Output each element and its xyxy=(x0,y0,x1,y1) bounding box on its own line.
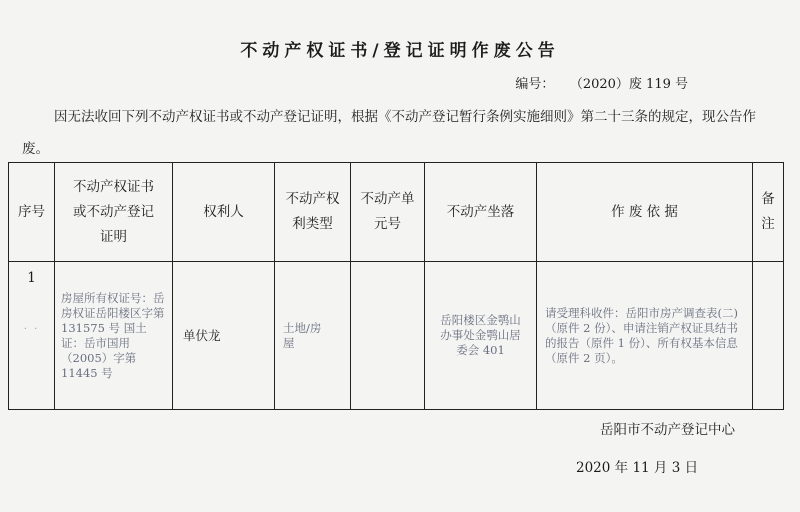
row-1-location: 岳阳楼区金鹗山办事处金鹗山居委会 401 xyxy=(425,262,537,410)
row-1-unit-number xyxy=(351,262,425,410)
row-1-seq-value: 1 xyxy=(27,270,36,286)
notice-title: 不动产权证书/登记证明作废公告 xyxy=(240,41,560,61)
row-1-certificate: 房屋所有权证号：岳房权证岳阳楼区字第 131575 号 国土证：岳市国用（2005）字第 11445 号 xyxy=(55,262,173,410)
header-seq: 序号 xyxy=(9,163,55,262)
void-certificates-table xyxy=(8,162,784,410)
doc-number-value: （2020）废 119 号 xyxy=(576,77,688,92)
row-1-remark xyxy=(753,262,784,410)
issuer-name: 岳阳市不动产登记中心 xyxy=(600,422,735,438)
row-1-holder: 单伏龙 xyxy=(173,262,275,410)
row-1-basis: 请受理科收件：岳阳市房产调查表(二)（原件 2 份）、申请注销产权证具结书的报告（原件 1 份）、所有权基本信息（原件 2 页）。 xyxy=(537,262,753,410)
header-right-type: 不动产权利类型 xyxy=(275,163,351,262)
header-location: 不动产坐落 xyxy=(425,163,537,262)
header-unit-number: 不动产单元号 xyxy=(351,163,425,262)
header-holder: 权利人 xyxy=(173,163,275,262)
header-certificate: 不动产权证书或不动产登记证明 xyxy=(55,163,173,262)
document-number xyxy=(515,73,688,92)
header-basis: 作 废 依 据 xyxy=(537,163,753,262)
seq-mark: · · xyxy=(23,324,40,335)
notice-paragraph-text: 因无法收回下列不动产权证书或不动产登记证明，根据《不动产登记暂行条例实施细则》第二十三条的规定，现公告作废。 xyxy=(22,109,756,157)
row-1-right-type: 土地/房屋 xyxy=(275,262,351,410)
doc-number-label: 编号： xyxy=(515,77,555,92)
row-1-seq xyxy=(9,262,55,410)
notice-paragraph xyxy=(22,101,770,165)
issue-date: 2020 年 11 月 3 日 xyxy=(576,460,699,476)
header-remark: 备 注 xyxy=(753,163,784,262)
